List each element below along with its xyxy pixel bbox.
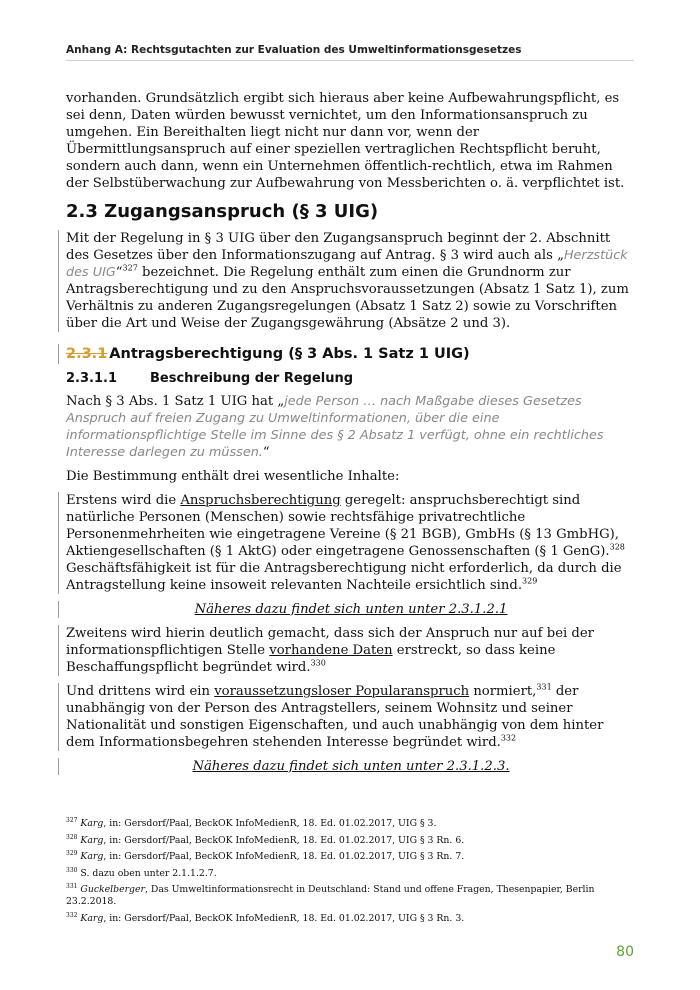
footnote-ref-328[interactable]: 328	[609, 542, 625, 552]
footnote-ref-332[interactable]: 332	[500, 733, 517, 743]
heading-title: Antragsberechtigung (§ 3 Abs. 1 Satz 1 UIG)	[109, 346, 470, 362]
paragraph-intro: vorhanden. Grundsätzlich ergibt sich hieraus aber keine Aufbewahrungspflicht, es sei denn, Daten würden bewusst vernichtet, um den Informationsanspruch zu umgehen. Ein Bereithalten liegt nicht nur dann vor, wenn der Übermittlungsanspruch auf einer speziellen vertraglichen Rechtspflicht beruht, sondern auch dann, wenn ein Unternehmen öffentlich-rechtlich, etwa im Rahmen der Selbstüberwachung zur Aufbewahrung von Messberichten o. ä. verpflichtet ist.	[66, 91, 625, 191]
footnote: $^{329}$ Karg, in: Gersdorf/Paal, BeckOK InfoMedienR, 18. Ed. 01.02.2017, UIG § 3 Rn. 7.	[66, 849, 465, 862]
footnote: $^{331}$ Guckelberger, Das Umweltinformationsrecht in Deutschland: Stand und offene Fragen, Thesenpapier, Berlin 23.2.2018.	[66, 882, 595, 907]
section-heading-2-3-1	[58, 344, 636, 364]
section-heading-2-3-1-1	[66, 370, 636, 388]
footnotes	[66, 818, 636, 929]
paragraph-zugangsanspruch: Mit der Regelung in § 3 UIG über den Zugangsanspruch beginnt der 2. Abschnitt des Gesetzes über den Informationszugang auf Antrag. § 3 wird auch als „Herzstück des UIG“$^{327}$ bezeichnet. Die Regelung enthält zum einen die Grundnorm zur Antragsberechtigung und zu den Anspruchsvoraussetzungen (Absatz 1 Satz 1), zum Verhältnis zu anderen Zugangsregelungen (Absatz 1 Satz 2) sowie zu Vorschriften über die Art und Weise der Zugangsgewährung (Absätze 2 und 3).	[58, 230, 636, 332]
heading-number: 2.3.1.1	[66, 371, 117, 386]
running-header: Anhang A: Rechtsgutachten zur Evaluation des Umweltinformationsgesetzes	[66, 44, 634, 61]
footnote-ref-330[interactable]: 330	[310, 658, 326, 668]
paragraph-drittens: Und drittens wird ein voraussetzungsloser Popularanspruch normiert,$^{331}$ der unabhängig von der Person des Antragstellers, seinem Wohnsitz und seiner Nationalität und sonstigen Eigenschaften, und auch unabhängig von dem hinter dem Informationsbegehren stehenden Interesse begründet wird.$^{332}$	[58, 683, 636, 751]
underlined-term: vorhandene Daten	[269, 643, 393, 658]
footnote-ref-329[interactable]: 329	[522, 576, 538, 586]
footnote-ref-331[interactable]: 331	[536, 682, 552, 692]
section-heading-2-3: 2.3 Zugangsanspruch (§ 3 UIG)	[66, 201, 379, 222]
inline-quote: Herzstück des UIG	[66, 248, 628, 280]
paragraph-norm-quote: Nach § 3 Abs. 1 Satz 1 UIG hat „jede Person … nach Maßgabe dieses Gesetzes Anspruch auf freien Zugang zu Umweltinformationen, über die eine informationspflichtige Stelle im Sinne des § 2 Absatz 1 verfügt, ohne ein rechtliches Interesse darlegen zu müssen.“	[66, 394, 604, 460]
heading-title: Beschreibung der Regelung	[150, 371, 354, 386]
main-content	[66, 90, 636, 782]
underlined-term: Anspruchsberechtigung	[180, 493, 341, 508]
paragraph-three-contents: Die Bestimmung enthält drei wesentliche Inhalte:	[66, 469, 400, 484]
footnote: $^{327}$ Karg, in: Gersdorf/Paal, BeckOK InfoMedienR, 18. Ed. 01.02.2017, UIG § 3.	[66, 816, 437, 829]
footnote: $^{330}$ S. dazu oben unter 2.1.1.2.7.	[66, 866, 217, 879]
footnote: $^{332}$ Karg, in: Gersdorf/Paal, BeckOK InfoMedienR, 18. Ed. 01.02.2017, UIG § 3 Rn. 3.	[66, 911, 465, 924]
page-number: 80	[616, 944, 634, 960]
footnote-ref-327[interactable]: 327	[122, 263, 138, 273]
cross-reference-1[interactable]: Näheres dazu findet sich unten unter 2.3.1.2.1	[58, 601, 636, 618]
paragraph-erstens: Erstens wird die Anspruchsberechtigung geregelt: anspruchsberechtigt sind natürliche Personen (Menschen) sowie rechtsfähige privatrechtliche Personenmehrheiten wie eingetragene Vereine (§ 21 BGB), GmbHs (§ 13 GmbHG), Aktiengesellschaften (§ 1 AktG) oder eingetragene Genossenschaften (§ 1 GenG).$^{328}$ Geschäftsfähigkeit ist für die Antragsberechtigung nicht erforderlich, da durch die Antragstellung keine insoweit relevanten Nachteile ersichtlich sind.$^{329}$	[58, 492, 636, 594]
inline-quote: jede Person … nach Maßgabe dieses Gesetzes Anspruch auf freien Zugang zu Umweltinformationen, über die eine informationspflichtige Stelle im Sinne des § 2 Absatz 1 verfügt, ohne ein rechtliches Interesse darlegen zu müssen.	[66, 394, 604, 460]
footnote: $^{328}$ Karg, in: Gersdorf/Paal, BeckOK InfoMedienR, 18. Ed. 01.02.2017, UIG § 3 Rn. 6.	[66, 833, 465, 846]
cross-reference-2[interactable]: Näheres dazu findet sich unten unter 2.3.1.2.3.	[58, 758, 636, 775]
underlined-term: voraussetzungsloser Popularanspruch	[214, 684, 470, 699]
deleted-heading-number: 2.3.1	[66, 346, 108, 362]
paragraph-zweitens: Zweitens wird hierin deutlich gemacht, dass sich der Anspruch nur auf bei der informationspflichtigen Stelle vorhandene Daten erstreckt, so dass keine Beschaffungspflicht begründet wird.$^{330}$	[58, 625, 636, 676]
